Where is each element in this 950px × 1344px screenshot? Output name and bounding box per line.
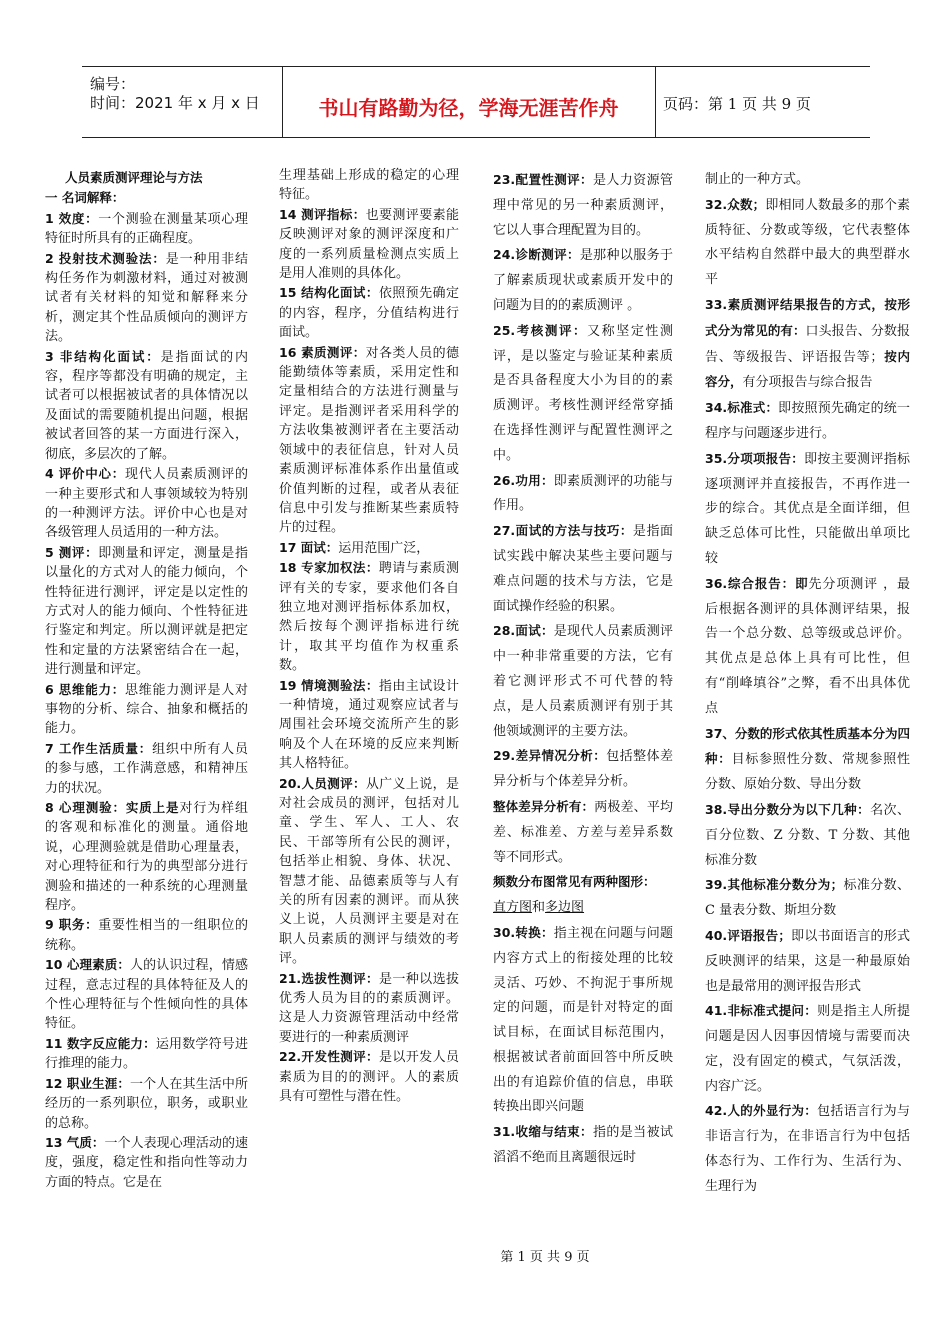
entry-item <box>493 168 673 243</box>
entry-item <box>705 193 910 293</box>
col3-entries-a <box>493 168 673 896</box>
entry-term: 21.选拔性测评： <box>279 970 379 986</box>
entry-text: 标准分数、C 量表分数、斯坦分数 <box>705 878 910 919</box>
entry-term: 36.综合报告：即 <box>705 575 809 591</box>
entry-item <box>279 558 459 675</box>
entry-term: 23.配置性测评： <box>493 172 593 187</box>
entry-text: 从广义上说，是对社会成员的测评，包括对儿童、学生、军人、工人、农民、干部等所有公民的测评，包括举止相貌、身体、状况、智慧才能、品德素质等与人有关的所有因素的测评。而从狭义上说，人员测评主要是对在职人员素质的测评与绩效的考评。 <box>279 776 459 967</box>
entry-term: 1 效度： <box>45 210 99 226</box>
entry-item <box>45 1034 248 1074</box>
entry-item <box>45 543 248 680</box>
entry-text: 口头报告、分数报告、等级报告、评语报告等； <box>705 323 910 365</box>
entry-text: 包括整体差异分析与个体差异分析。 <box>493 749 673 790</box>
entry-text: 对各类人员的德能勤绩体等素质，采用定性和定量相结合的方法进行测量与评定。是指测评者采用科学的方法收集被测评者在主要活动领域中的表征信息，针对人员素质测评标准体系作出量值或价值判断的过程，或者从表征信息中引发与推断某些素质特片的过程。 <box>279 345 459 536</box>
entry-term: 28.面试： <box>493 623 554 639</box>
entry-term: 16 素质测评： <box>279 344 366 360</box>
entry-term: 32.众数； <box>705 196 766 212</box>
entry-text: 依照预先确定的内容，程序，分值结构进行面试。 <box>279 286 459 341</box>
entry-item <box>493 319 673 469</box>
entry-item <box>279 969 459 1048</box>
entry-text: 有分项报告与综合报告 <box>742 375 873 391</box>
entry-item <box>493 921 673 1120</box>
entry-item <box>493 519 673 619</box>
entry-item <box>279 676 459 774</box>
entry-text: 是指面试实践中解决某些主要问题与难点问题的技术与方法，它是面试操作经验的积累。 <box>493 524 673 614</box>
polygon-link[interactable]: 多边图 <box>545 900 585 916</box>
entry-text: 即素质测评的功能与作用。 <box>493 473 673 514</box>
entry-term: 6 思维能力： <box>45 681 126 697</box>
entry-term: 10 心理素质： <box>45 957 130 973</box>
entry-item <box>45 347 248 464</box>
col1-entries <box>45 209 248 1192</box>
entry-text: 即按照预先确定的统一程序与问题逐步进行。 <box>705 401 910 441</box>
histogram-link[interactable]: 直方图 <box>493 900 533 916</box>
entry-item <box>45 680 248 739</box>
entry-item <box>45 955 248 1034</box>
entry-term: 4 评价中心： <box>45 466 126 482</box>
col2-entries <box>279 166 459 1107</box>
entry-term: 9 职务： <box>45 917 99 933</box>
entry-text: 是指面试的内容，程序等都没有明确的规定，主试者可以根据被试者的具体情况以及面试的需要随机提出问题，根据被试者回答的某一方面进行深入，彻底，多层次的了解。 <box>45 349 248 462</box>
entry-item <box>705 293 910 396</box>
entry-text: 则是指主人所提问题是因人因事因情境与需要而决定，没有固定的模式，气氛活泼，内容广泛。 <box>705 1004 910 1094</box>
entry-text: 运用数学符号进行推理的能力。 <box>45 1036 248 1072</box>
entry-term: 22.开发性测评： <box>279 1049 379 1065</box>
col4-entries <box>705 168 910 1200</box>
entry-item <box>705 999 910 1099</box>
column-1 <box>45 168 248 1192</box>
entry-text: 人的认识过程，情感过程，意志过程的具体特征及人的个性心理特征与个性倾向性的具体特征。 <box>45 958 248 1032</box>
document-title: 人员素质测评理论与方法 <box>65 170 203 185</box>
entry-term: 37、分数的形式依其性质基本分为四种： <box>705 725 910 767</box>
page-footer: 第 1 页 共 9 页 <box>500 1250 590 1265</box>
entry-term: 2 投射技术测验法： <box>45 250 166 266</box>
entry-term: 40.评语报告； <box>705 927 791 943</box>
header-motto-cell <box>282 67 656 137</box>
doc-number-label: 编号： <box>90 75 136 93</box>
entry-term: 30.转换： <box>493 924 554 940</box>
entry-item <box>279 283 459 342</box>
entry-term: 38.导出分数分为以下几种： <box>705 801 871 817</box>
entry-term: 7 工作生活质量： <box>45 740 153 756</box>
header-meta-cell <box>82 67 283 137</box>
entry-text: 目标参照性分数、常规参照性分数、原始分数、导出分数 <box>705 752 910 793</box>
header-page-number: 页码：第 1 页 共 9 页 <box>663 95 811 113</box>
entry-term: 5 测评： <box>45 544 99 560</box>
entry-term: 42.人的外显行为： <box>705 1103 818 1119</box>
entry-term: 26.功用： <box>493 472 554 488</box>
column-3 <box>493 168 673 1171</box>
entry-item <box>45 798 248 915</box>
entry-text: 也要测评要素能反映测评对象的测评深度和广度的一系列质量检测点实质上是用人准则的具体化。 <box>279 207 459 282</box>
entry-text: 指由主试设计一种情境，通过观察应试者与周围社会环境交流所产生的影响及个人在环境的反应来判断其人格特征。 <box>279 678 459 772</box>
entry-term: 11 数字反应能力： <box>45 1035 156 1051</box>
entry-term: 14 测评指标： <box>279 206 366 222</box>
entry-text: 运用范围广泛， <box>338 540 430 556</box>
entry-item <box>705 168 910 193</box>
entry-term: 整体差异分析有： <box>493 798 595 814</box>
entry-term: 35.分项项报告： <box>705 450 805 466</box>
entry-item <box>493 243 673 318</box>
entry-item <box>45 739 248 798</box>
entry-text: 制止的一种方式。 <box>705 172 810 187</box>
entry-term: 18 专家加权法： <box>279 560 379 576</box>
entry-term: 12 职业生涯： <box>45 1075 130 1091</box>
section-heading: 一 名词解释： <box>45 190 125 206</box>
freq-chart-types: 直方图和多边图 <box>493 900 585 916</box>
entry-term: 20.人员测评： <box>279 775 366 791</box>
entry-term: 29.差异情况分析： <box>493 748 607 764</box>
entry-text: 组织中所有人员的参与感，工作满意感，和精神压力的状况。 <box>45 741 248 796</box>
entry-term: 频数分布图常见有两种图形： <box>493 874 656 890</box>
entry-term: 8 心理测验：实质上是 <box>45 800 180 815</box>
entry-text: 现代人员素质测评的一种主要形式和人事领域较为特别的一种测评方法。评价中心也是对各级管理人员适用的一种方法。 <box>45 467 248 541</box>
entry-term: 27.面试的方法与技巧： <box>493 523 633 539</box>
entry-text: 两极差、平均差、标准差、方差与差异系数等不同形式。 <box>493 799 673 865</box>
entry-text: 一个人在其生活中所经历的一系列职位，职务，或职业的总称。 <box>45 1076 248 1131</box>
entry-text: 先分项测评 ，最后根据各测评的具体测评结果，报告一个总分数、总等级或总评价。其优点是总体上具有可比性，但有“削峰填谷”之弊，看不出具体优点 <box>705 576 910 716</box>
entry-term: 33.素质测评结果报告的方式，按形式分为常见的有： <box>705 296 910 338</box>
entry-term: 39.其他标准分数分为； <box>705 877 844 893</box>
entry-text: 一个人表现心理活动的速度，强度，稳定性和指向性等动力方面的特点。它是在 <box>45 1135 248 1190</box>
header-page-cell <box>655 67 870 137</box>
entry-item <box>493 619 673 744</box>
entry-text: 是那种以服务于了解素质现状或素质开发中的问题为目的的素质测评 。 <box>493 248 673 313</box>
entry-text: 是人力资源管理中常见的另一种素质测评，它以人事合理配置为目的。 <box>493 173 673 238</box>
entry-text: 是现代人员素质测评中一种非常重要的方法，它有着它测评形式不可代替的特点，是人员素质测评有别于其他领域测评的主要方法。 <box>493 624 673 739</box>
column-2 <box>279 166 459 1107</box>
entry-text: 是以开发人员素质为目的的测评。人的素质具有可塑性与潜在性。 <box>279 1050 459 1105</box>
entry-item <box>45 249 248 347</box>
entry-term: 按内容分， <box>705 348 910 390</box>
entry-text: 生理基础上形成的稳定的心理特征。 <box>279 168 459 203</box>
entry-item <box>493 469 673 520</box>
entry-text: 即按主要测评指标逐项测评并直接报告，不再作进一步的综合。其优点是全面详细，但缺乏总体可比性，只能做出单项比较 <box>705 451 910 566</box>
entry-term: 19 情境测验法： <box>279 677 379 693</box>
entry-term: 41.非标准式提问： <box>705 1003 818 1019</box>
entry-item <box>493 744 673 795</box>
entry-term: 3 非结构化面试： <box>45 348 161 364</box>
entry-item <box>705 447 910 572</box>
entry-item <box>279 205 459 284</box>
entry-text: 又称坚定性测评，是以鉴定与验证某种素质是否具备程度大小为目的的素质测评。考核性测评经常穿插在选择性测评与配置性测评之中。 <box>493 323 673 463</box>
header-table <box>82 66 870 138</box>
entry-term: 24.诊断测评： <box>493 247 580 263</box>
entry-item <box>279 343 459 538</box>
entry-text: 对行为样组的客观和标准化的测量。通俗地说，心理测验就是借助心理量表，对心理特征和行为的典型部分进行测验和描述的一种系统的心理测量程序。 <box>45 801 248 914</box>
entry-item <box>705 1099 910 1199</box>
entry-item <box>705 873 910 924</box>
entry-item <box>279 1047 459 1106</box>
entry-text: 包括语言行为与非语言行为，在非语言行为中包括体态行为、工作行为、生活行为、生理行为 <box>705 1104 910 1194</box>
column-4 <box>705 168 910 1200</box>
entry-text: 一个测验在测量某项心理特征时所具有的正确程度。 <box>45 211 248 247</box>
entry-term: 34.标准式： <box>705 400 779 416</box>
entry-item <box>279 538 459 558</box>
entry-item <box>45 209 248 249</box>
entry-text: 即以书面语言的形式反映测评的结果，这是一种最原始也是最常用的测评报告形式 <box>705 928 910 994</box>
entry-item <box>705 396 910 447</box>
entry-item <box>279 166 459 205</box>
entry-item <box>493 870 673 896</box>
entry-text: 是一种以选拔优秀人员为目的的素质测评。这是人力资源管理活动中经常要进行的一种素质测评 <box>279 971 459 1045</box>
entry-text: 重要性相当的一组职位的统称。 <box>45 918 248 953</box>
entry-term: 25.考核测评： <box>493 322 588 338</box>
entry-item <box>45 1074 248 1133</box>
entry-item <box>705 924 910 999</box>
entry-term: 31.收缩与结束： <box>493 1124 593 1140</box>
entry-text: 即测量和评定，测量是指以量化的方式对人的能力倾向，个性特征进行测评，评定是以定性的方式对人的能力倾向、个性特征进行鉴定和判定。所以测评就是把定性和定量的方法紧密结合在一起，进行测量和评定。 <box>45 545 248 678</box>
entry-text: 指主视在问题与问题内容方式上的衔接处理的比较灵活、巧妙、不拘泥于事所规定的问题，而是针对特定的面试目标，在面试目标范围内，根据被试者前面回答中所反映出的有追踪价值的信息，串联转换出即兴问题 <box>493 925 673 1115</box>
entry-term: 17 面试： <box>279 539 339 555</box>
entry-item <box>493 1120 673 1171</box>
doc-time-label: 时间：2021 年 x 月 x 日 <box>90 94 260 112</box>
entry-item <box>45 1133 248 1192</box>
entry-text: 即相同人数最多的那个素质特征、分数或等级，它代表整体水平结构自然群中最大的典型群水平 <box>705 197 910 288</box>
entry-text: 聘请与素质测评有关的专家，要求他们各自独立地对测评指标体系加权，然后按每个测评指标进行统计，取其平均值作为权重系数。 <box>279 561 459 674</box>
col3-entries-b <box>493 921 673 1171</box>
header-motto: 书山有路勤为径，学海无涯苦作舟 <box>318 96 619 120</box>
entry-item <box>45 915 248 955</box>
entry-term: 13 气质： <box>45 1134 105 1150</box>
entry-item <box>705 798 910 873</box>
entry-text: 名次、百分位数、Z 分数、T 分数、其他标准分数 <box>705 802 910 868</box>
entry-term: 15 结构化面试： <box>279 285 379 301</box>
entry-text: 思维能力测评是人对事物的分析、综合、抽象和概括的能力。 <box>45 682 248 737</box>
entry-item <box>705 722 910 798</box>
entry-item <box>705 572 910 722</box>
entry-item <box>45 464 248 543</box>
entry-text: 是一种用非结构任务作为刺激材料，通过对被测试者有关材料的知觉和解释来分析，测定其个性品质倾向的测评方法。 <box>45 251 248 345</box>
entry-item <box>279 774 459 969</box>
entry-item <box>493 795 673 870</box>
entry-text: 指的是当被试滔滔不绝而且离题很远时 <box>493 1125 673 1166</box>
